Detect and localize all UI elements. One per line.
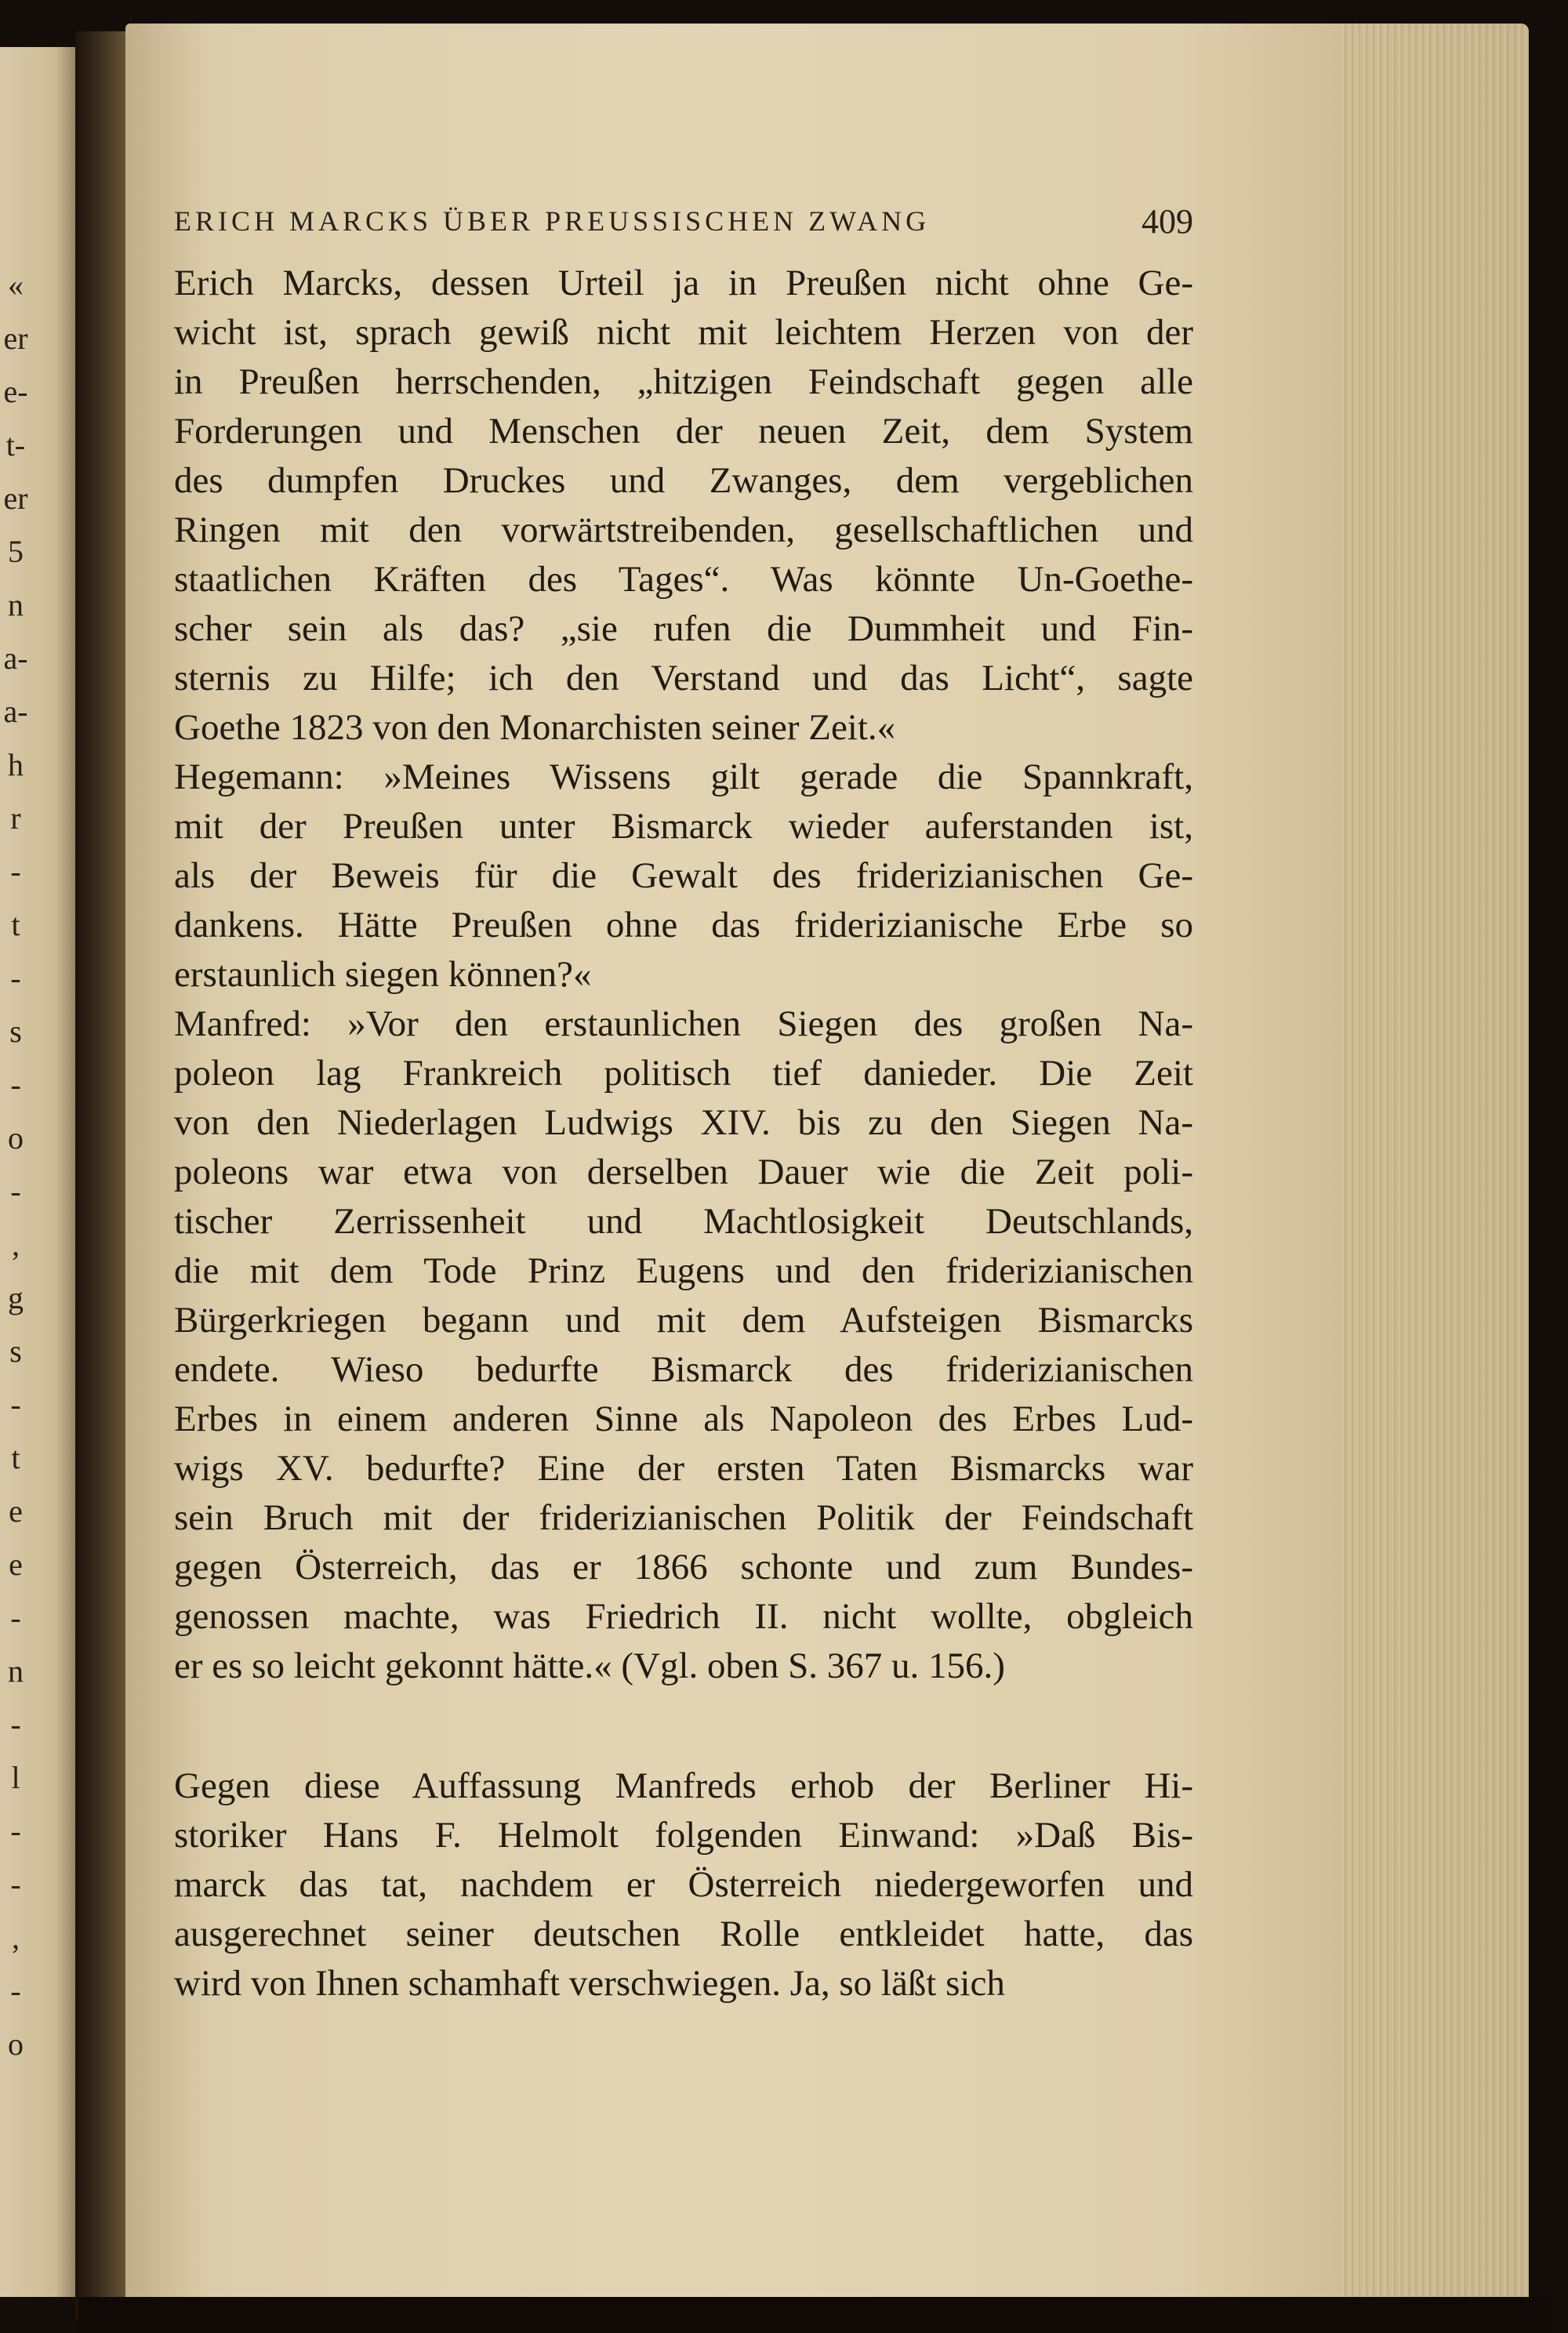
text-line: von den Niederlagen Ludwigs XIV. bis zu den Siegen Na- [174, 1102, 1193, 1143]
left-page-fragment: - [10, 1867, 21, 1902]
left-page-fragment: - [10, 1387, 21, 1422]
left-page-fragment: o [8, 2026, 24, 2062]
left-page-fragment: 5 [8, 534, 24, 569]
text-line: des dumpfen Druckes und Zwanges, dem vergeblichen [174, 460, 1193, 501]
left-page-fragment: t- [5, 427, 26, 463]
text-line: staatlichen Kräften des Tages“. Was könnte Un-Goethe- [174, 559, 1193, 600]
left-page-fragment: « [8, 267, 24, 303]
text-line: wigs XV. bedurfte? Eine der ersten Taten Bismarcks war [174, 1448, 1193, 1489]
left-page-fragment: er [3, 321, 28, 356]
text-line: Manfred: »Vor den erstaunlichen Siegen des großen Na- [174, 1003, 1193, 1044]
left-page-fragment: n [8, 1653, 24, 1689]
text-line: mit der Preußen unter Bismarck wieder auferstanden ist, [174, 806, 1193, 847]
text-line: Gegen diese Auffassung Manfreds erhob der Berliner Hi- [174, 1765, 1193, 1806]
left-page-fragment: - [10, 1174, 21, 1209]
left-page-fragment: - [10, 960, 21, 996]
text-line: Erbes in einem anderen Sinne als Napoleon des Erbes Lud- [174, 1399, 1193, 1439]
book-gutter [75, 31, 130, 2320]
left-page-fragment: - [10, 1707, 21, 1742]
left-page-fragment: - [10, 854, 21, 889]
text-line: Forderungen und Menschen der neuen Zeit, dem System [174, 411, 1193, 452]
right-page [125, 24, 1529, 2320]
left-page-fragment: , [12, 1227, 20, 1262]
left-page-fragment: e [9, 1547, 23, 1582]
paragraph [174, 1762, 1193, 2008]
text-line: er es so leicht gekonnt hätte.« (Vgl. oben S. 367 u. 156.) [174, 1645, 1005, 1686]
left-page-fragment: h [8, 747, 24, 782]
text-line: poleons war etwa von derselben Dauer wie die Zeit poli- [174, 1152, 1193, 1192]
text-line: wird von Ihnen schamhaft verschwiegen. Ja, so läßt sich [174, 1963, 1005, 2004]
left-page-fragment: - [10, 1067, 21, 1102]
text-line: Erich Marcks, dessen Urteil ja in Preußen nicht ohne Ge- [174, 263, 1193, 303]
text-line: poleon lag Frankreich politisch tief danieder. Die Zeit [174, 1053, 1193, 1094]
text-line: scher sein als das? „sie rufen die Dummheit und Fin- [174, 608, 1193, 649]
left-page-fragment: s [9, 1333, 22, 1369]
left-page-fragment: - [10, 1600, 21, 1635]
text-line: in Preußen herrschenden, „hitzigen Feindschaft gegen alle [174, 361, 1193, 402]
left-page-fragment: , [12, 1920, 20, 1955]
left-page-fragment: r [10, 800, 21, 836]
text-line: die mit dem Tode Prinz Eugens und den friderizianischen [174, 1250, 1193, 1291]
page-block-edges [1341, 24, 1529, 2320]
left-page-fragment: - [10, 1813, 21, 1849]
text-line: Bürgerkriegen begann und mit dem Aufsteigen Bismarcks [174, 1300, 1193, 1341]
running-head [174, 198, 1193, 245]
text-line: Ringen mit den vorwärtstreibenden, gesellschaftlichen und [174, 510, 1193, 550]
left-page-fragment: t [11, 907, 20, 942]
text-line: Hegemann: »Meines Wissens gilt gerade die Spannkraft, [174, 757, 1193, 797]
left-page-fragment: - [10, 1973, 21, 2008]
text-line: endete. Wieso bedurfte Bismarck des friderizianischen [174, 1349, 1193, 1390]
body-text [174, 259, 1193, 2008]
page-number: 409 [1142, 201, 1193, 241]
paragraph [174, 1000, 1193, 1691]
running-head-title: ERICH MARCKS ÜBER PREUSSISCHEN ZWANG [174, 205, 931, 237]
text-line: storiker Hans F. Helmolt folgenden Einwand: »Daß Bis- [174, 1815, 1193, 1856]
text-line: Goethe 1823 von den Monarchisten seiner Zeit.« [174, 707, 896, 748]
text-line: sternis zu Hilfe; ich den Verstand und das Licht“, sagte [174, 658, 1193, 698]
left-page-fragment: n [8, 587, 24, 622]
text-line: sein Bruch mit der friderizianischen Politik der Feindschaft [174, 1497, 1193, 1538]
left-page-fragment: a- [3, 640, 28, 676]
left-page-fragment: a- [3, 694, 28, 729]
left-page-fragment: l [11, 1760, 20, 1795]
left-page-fragment: o [8, 1120, 24, 1156]
paragraph [174, 259, 1193, 753]
paragraph-gap [174, 1691, 1193, 1762]
left-page-fragment: g [8, 1280, 24, 1315]
text-line: genossen machte, was Friedrich II. nicht wollte, obgleich [174, 1596, 1193, 1637]
paragraph [174, 753, 1193, 1000]
left-page-fragment: s [9, 1014, 22, 1049]
left-page-fragment: er [3, 481, 28, 516]
left-page-fragment: e [9, 1493, 23, 1529]
left-page-fragment: e- [3, 374, 28, 409]
left-page-edge [0, 47, 78, 2297]
text-line: ausgerechnet seiner deutschen Rolle entkleidet hatte, das [174, 1914, 1193, 1954]
text-line: marck das tat, nachdem er Österreich niedergeworfen und [174, 1864, 1193, 1905]
text-line: tischer Zerrissenheit und Machtlosigkeit Deutschlands, [174, 1201, 1193, 1242]
text-line: erstaunlich siegen können?« [174, 954, 592, 995]
book-base [78, 2297, 1552, 2333]
left-page-fragment: t [11, 1440, 20, 1475]
text-line: wicht ist, sprach gewiß nicht mit leichtem Herzen von der [174, 312, 1193, 353]
text-line: dankens. Hätte Preußen ohne das friderizianische Erbe so [174, 905, 1193, 945]
text-line: gegen Österreich, das er 1866 schonte und zum Bundes- [174, 1547, 1193, 1587]
text-line: als der Beweis für die Gewalt des friderizianischen Ge- [174, 855, 1193, 896]
